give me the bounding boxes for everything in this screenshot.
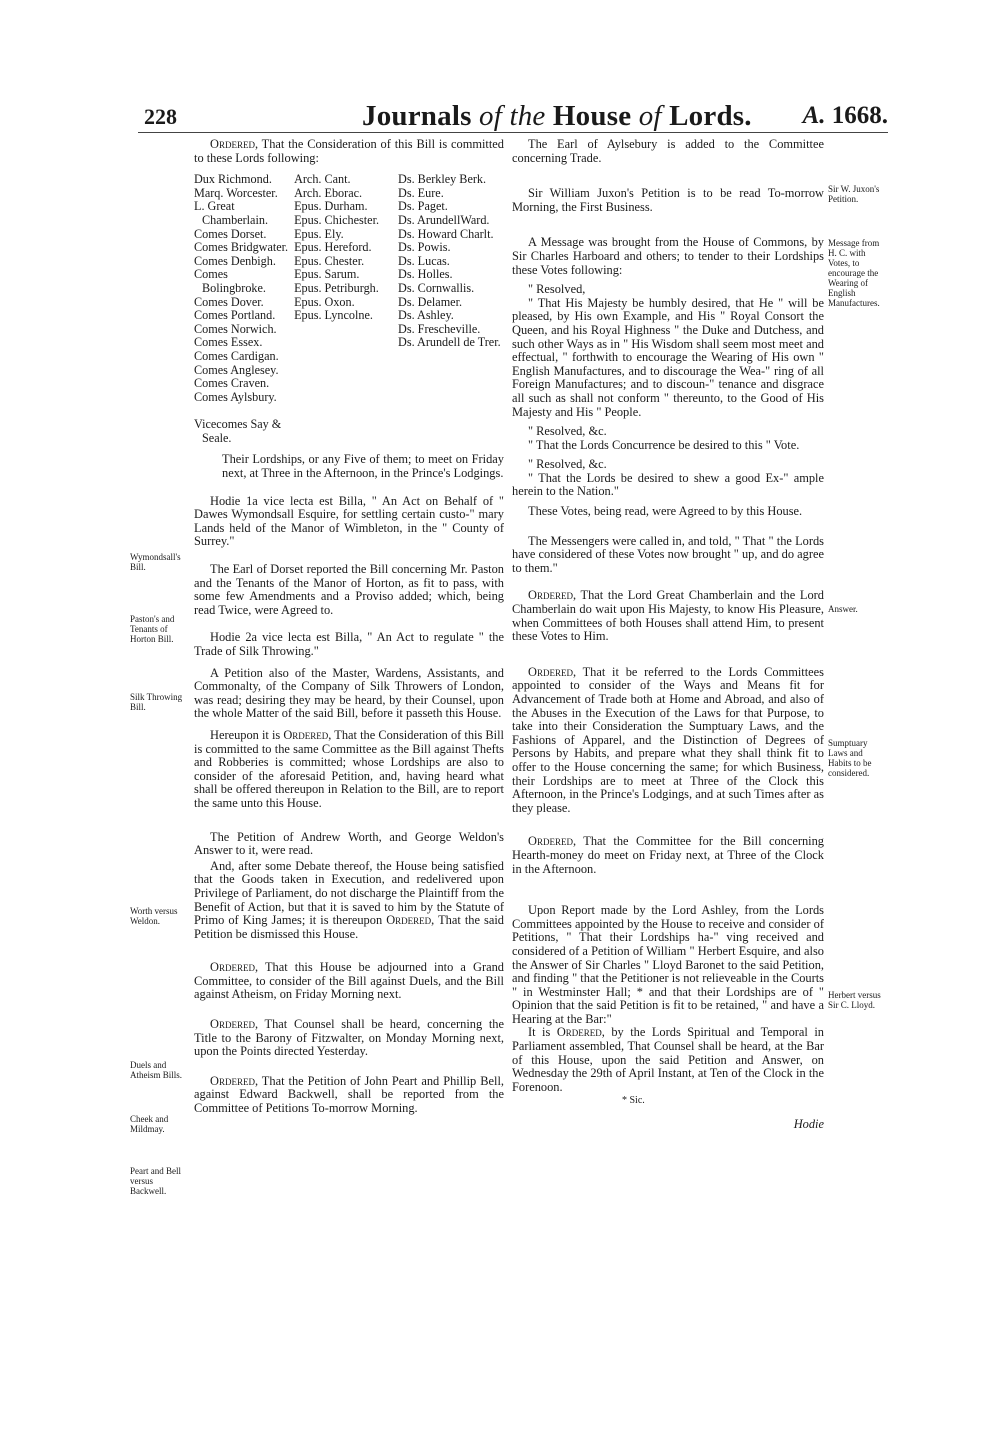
resolved-label: " Resolved, &c. (528, 457, 607, 472)
peart-entry (194, 1075, 504, 1116)
margin-note-herbert: Herbert versus Sir C. Lloyd. (828, 990, 881, 1010)
title-journals: Journals (362, 100, 480, 132)
catchword: Hodie (793, 1117, 824, 1132)
peart-text: That the Petition of John Peart and Phillip Bell, against Edward Backwell, shall be reported from the Committee of Petitions To-morrow Morning. (194, 1073, 504, 1116)
lord-entry: Arch. Cant. (294, 172, 351, 187)
lord-entry: Ds. Cornwallis. (398, 280, 475, 295)
juxon-entry: Sir William Juxon's Petition is to be read To-morrow Morning, the First Business. (512, 186, 824, 214)
commons-message-entry: A Message was brought from the House of Commons, by Sir Charles Harboard and others; to tender to their Lordships these Votes following: (512, 235, 824, 277)
hearth-money-text: That the Committee for the Bill concerning Hearth-money do meet on Friday next, at Three of the Clock in the Afternoon. (512, 834, 824, 876)
silk-petition-entry: A Petition also of the Master, Wardens, Assistants, and Commonalty, of the Company of Silk Throwers of London, was read; desiring they may be heard, by their Counsel, upon the whole Matter of the said Bill, before it passeth this House. (194, 665, 504, 721)
title-lords: Lords. (661, 100, 752, 132)
herbert-report-entry: Upon Report made by the Lord Ashley, from the Lords Committees appointed by the House to receive and consider of Petitions, " That their Lordships ha-" ving received and considered of a Petition of William " Herbert Esquire, and also the Answer of Sir Charles " Lloyd Baronet to the said Petition, and finding " that the Petitioner is not relieveable in the Courts " in Westminster Hall; * and that their Lordships are of " Opinion that the said Petition is fit to be retained, " and have a Hearing at the Bar:" (512, 903, 824, 1026)
lord-entry: Marq. Worcester. (194, 185, 278, 200)
lord-entry: Ds. Paget. (398, 199, 448, 214)
lord-entry: Ds. Howard Charlt. (398, 226, 494, 241)
lord-entry: Comes Dorset. (194, 226, 267, 241)
ordered-label: Ordered, (210, 137, 259, 151)
year-prefix: A. (802, 102, 826, 129)
footnote: * Sic. (622, 1095, 645, 1107)
ordered-label: Ordered, (386, 913, 435, 928)
year-value: 1668. (831, 102, 888, 129)
header-rule (138, 132, 888, 133)
margin-note-juxon: Sir W. Juxon's Petition. (828, 184, 880, 204)
ordered-label: Ordered, (210, 960, 259, 975)
lord-entry: L. Great Chamberlain. (194, 199, 268, 227)
lord-entry: Epus. Ely. (294, 226, 344, 241)
right-column (512, 138, 824, 1132)
herbert-order-text-a: It is (528, 1025, 557, 1040)
committee-intro (194, 138, 504, 165)
margin-note-silk: Silk Throwing Bill. (130, 692, 183, 712)
margin-note-cheek: Cheek and Mildmay. (130, 1114, 169, 1134)
left-column (194, 138, 504, 1116)
ordered-label: Ordered, (528, 588, 577, 603)
lord-entry: Epus. Chichester. (294, 212, 380, 227)
lord-entry: Ds. Powis. (398, 240, 451, 255)
worth-order-entry (194, 860, 504, 942)
running-head (130, 100, 890, 140)
lord-entry: Epus. Oxon. (294, 294, 355, 309)
chamberlain-text: That the Lord Great Chamberlain and the Lord Chamberlain do wait upon His Majesty, to know His Pleasure, when Committees of both Houses shall attend Him, to present these Votes to Him. (512, 588, 824, 644)
title-of: of (638, 100, 662, 132)
margin-note-message: Message from H. C. with Votes, to encourage the Wearing of English Manufactures. (828, 238, 880, 308)
chamberlain-entry (512, 589, 824, 643)
lord-entry: Comes Bolingbroke. (194, 267, 266, 295)
messengers-answer-entry: The Messengers were called in, and told, " That " the Lords have considered of these Votes now brought " up, and do agree to them." (512, 533, 824, 575)
margin-note-duels: Duels and Atheism Bills. (130, 1060, 183, 1080)
lord-entry: Ds. Eure. (398, 185, 444, 200)
lord-entry: Comes Dover. (194, 294, 264, 309)
worth-order-text-a: And, after some Debate thereof, the House being satisfied that the Goods taken in Execution, and redelivered upon Privilege of Parliament, do not discharge the Plaintiff from the Benefit of Action, but that it is saved to him by the Statute of Primo of King James; it is thereupon (194, 858, 504, 928)
sumptuary-text: That it be referred to the Lords Committees appointed to consider of the Ways and Means fit for Advancement of Trade both at Home and Abroad, and also of the Abuses in the Execution of the Laws for that Purpose, to take into their Consideration the Sumptuary Laws, and the Fashions of Apparel, and the Distinction of Degrees of Persons by Habits, and prepare what they shall think fit to offer to the House concerning the same; for which Business, their Lordships are to meet at Three of the Clock this Afternoon, in the Prince's Lodgings, and at such Times after as they please. (512, 664, 824, 815)
vote-two: " That the Lords Concurrence be desired to this " Vote. (528, 437, 800, 452)
lord-entry: Ds. Arundell de Trer. (398, 335, 501, 350)
duels-entry (194, 961, 504, 1002)
lord-entry: Ds. ArundellWard. (398, 212, 490, 227)
lord-entry: Epus. Durham. (294, 199, 368, 214)
ordered-label: Ordered, (528, 834, 577, 849)
lord-entry: Arch. Eborac. (294, 185, 363, 200)
lord-entry: Ds. Delamer. (398, 294, 463, 309)
journal-title (362, 100, 752, 133)
ordered-label: Ordered, (528, 664, 577, 679)
lord-entry: Ds. Berkley Berk. (398, 172, 487, 187)
resolved-label: " Resolved, (528, 282, 586, 297)
herbert-order-entry (512, 1026, 824, 1094)
vote-three: " That the Lords be desired to shew a good Ex-" ample herein to the Nation." (512, 470, 824, 499)
lord-entry: Epus. Chester. (294, 253, 365, 268)
page-number: 228 (144, 104, 177, 129)
lord-entry: Epus. Hereford. (294, 240, 372, 255)
title-of-the: of the (479, 100, 546, 132)
lord-entry: Epus. Lyncolne. (294, 308, 373, 323)
lord-entry: Ds. Holles. (398, 267, 453, 282)
title-house: House (545, 100, 639, 132)
lords-column-barons (398, 173, 504, 445)
silk-order-entry (194, 729, 504, 811)
lords-column-spiritual (294, 173, 398, 445)
duels-text: That this House be adjourned into a Grand Committee, to consider of the Bill against Duels, and the Bill against Atheism, on Friday Morning next. (194, 960, 504, 1002)
margin-note-peart: Peart and Bell versus Backwell. (130, 1166, 181, 1196)
margin-note-answer: Answer. (828, 604, 858, 614)
ordered-label: Ordered, (556, 1025, 605, 1040)
lord-entry: Comes Portland. (194, 308, 276, 323)
meeting-notice: Their Lordships, or any Five of them; to meet on Friday next, at Three in the Afternoon, in the Prince's Lodgings. (222, 452, 504, 481)
silk-order-text-b: That the Consideration of this Bill is committed to the same Committee as the Bill against Thefts and Robberies is committed; whose Lordships are also to consider of the aforesaid Petition, and, having heard what shall be offered thereupon in Relation to the Bill, are to report the same unto this House. (194, 727, 504, 810)
lords-column-temporal (194, 173, 294, 445)
cheek-text: That Counsel shall be heard, concerning the Title to the Barony of Fitzwalter, on Monday Morning next, upon the Points directed Yesterday. (194, 1017, 504, 1059)
silk-order-text-a: Hereupon it is (210, 727, 284, 742)
lord-entry: Comes Aylsbury. (194, 389, 277, 404)
year-heading (803, 102, 888, 130)
committee-intro-text: That the Consideration of this Bill is committed to these Lords following: (194, 137, 504, 165)
margin-note-paston: Paston's and Tenants of Horton Bill. (130, 614, 175, 644)
cheek-entry (194, 1018, 504, 1059)
lord-entry: Epus. Petriburgh. (294, 280, 379, 295)
margin-note-sumptuary: Sumptuary Laws and Habits to be considered. (828, 738, 872, 778)
votes-agreed-entry: These Votes, being read, were Agreed to by this House. (528, 504, 803, 519)
lord-entry: Ds. Frescheville. (398, 321, 481, 336)
silk-bill-entry: Hodie 2a vice lecta est Billa, " An Act to regulate " the Trade of Silk Throwing." (194, 630, 504, 658)
aylsbury-entry: The Earl of Aylsebury is added to the Committee concerning Trade. (512, 137, 824, 165)
lord-entry: Comes Denbigh. (194, 253, 276, 268)
wymondsall-entry: Hodie 1a vice lecta est Billa, " An Act on Behalf of " Dawes Wymondsall Esquire, for settling certain custo-" mary Lands held of the Manor of Wimbleton, in the " County of Surrey." (194, 493, 504, 549)
worth-order-text-b: That the said Petition be dismissed this House. (194, 913, 504, 941)
lord-entry: Comes Norwich. (194, 321, 277, 336)
margin-note-worth: Worth versus Weldon. (130, 906, 178, 926)
lord-entry: Comes Bridgwater. (194, 240, 289, 255)
vote-one: " That His Majesty be humbly desired, that He " will be pleased, by His own Example, and His " Royal Consort the Queen, and his Royal Highness " the Duke and Dutchess, and such other Ways as in " His Wisdom shall seem most meet and effectual, " forthwith to encourage the Wearing of His own " English Manufactures, and to discourage the Wea-" ring of all Foreign Manufactures; and to discoun-" tenance and disgrace all such as shall not conform " thereunto, to the Good of His Majesty and His " People. (512, 295, 824, 419)
lord-entry: Comes Cardigan. (194, 348, 279, 363)
worth-petition-entry: The Petition of Andrew Worth, and George Weldon's Answer to it, were read. (194, 829, 504, 858)
lord-entry: Epus. Sarum. (294, 267, 360, 282)
herbert-order-text-b: by the Lords Spiritual and Temporal in Parliament assembled, That Counsel shall be heard, at the Bar of this House, upon the said Petition and Answer, on Wednesday the 29th of April Instant, at Ten of the Clock in the Forenoon. (512, 1025, 824, 1094)
margin-note-wymondsall: Wymondsall's Bill. (130, 552, 181, 572)
lord-entry: Comes Essex. (194, 335, 263, 350)
lord-entry: Dux Richmond. (194, 172, 272, 187)
lord-entry: Ds. Lucas. (398, 253, 450, 268)
ordered-label: Ordered, (210, 1017, 259, 1032)
lord-entry: Vicecomes Say & Seale. (194, 417, 282, 445)
paston-entry: The Earl of Dorset reported the Bill concerning Mr. Paston and the Tenants of the Manor of Horton, as fit to pass, with some few Amendments and a Proviso added; which, being read Twice, were Agreed to. (194, 562, 504, 617)
sumptuary-entry (512, 666, 824, 816)
lord-entry: Ds. Ashley. (398, 308, 454, 323)
resolved-label: " Resolved, &c. (528, 424, 607, 439)
ordered-label: Ordered, (283, 727, 332, 742)
lord-entry: Comes Anglesey. (194, 362, 279, 377)
committee-lords-list (194, 173, 504, 445)
lord-entry: Comes Craven. (194, 376, 270, 391)
hearth-money-entry (512, 835, 824, 876)
ordered-label: Ordered, (210, 1073, 259, 1088)
